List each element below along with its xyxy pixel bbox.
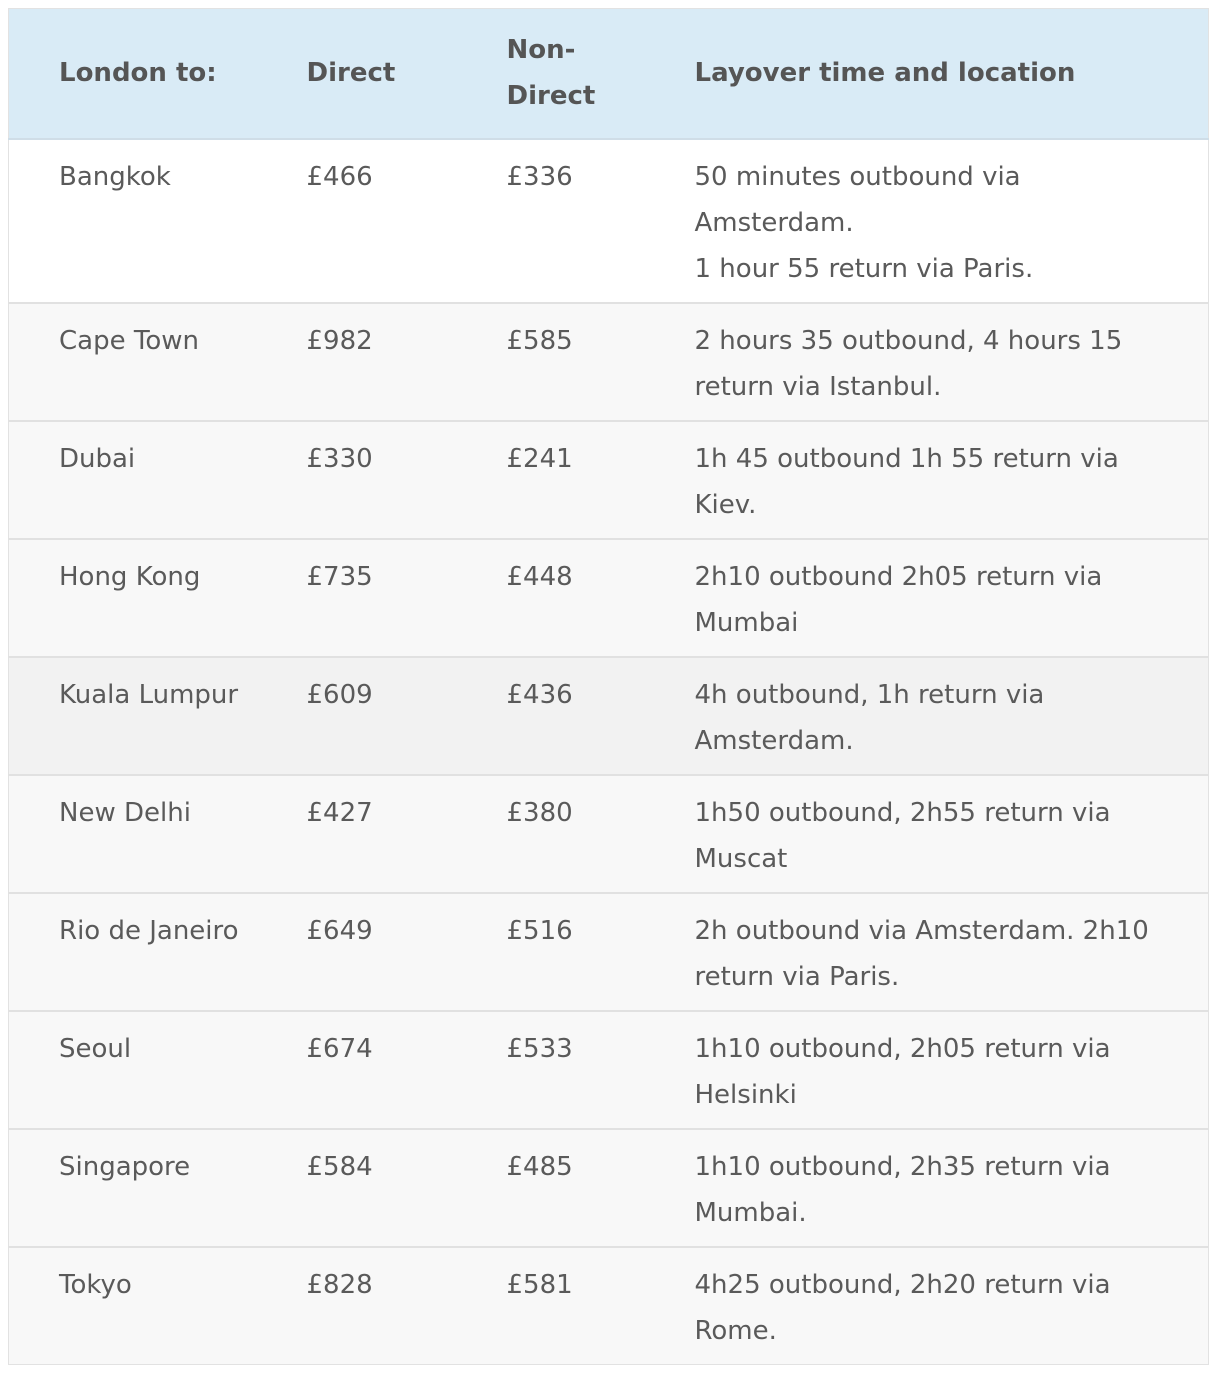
cell-non-direct-price: £336 [451,139,645,303]
cell-non-direct-price: £380 [451,775,645,893]
table-row [9,539,1209,657]
header-destination: London to: [9,9,257,139]
cell-city: Bangkok [9,139,257,303]
cell-non-direct-price: £581 [451,1247,645,1365]
cell-city: Kuala Lumpur [9,657,257,775]
layover-line: 1h 45 outbound 1h 55 return via Kiev. [694,443,1119,520]
layover-line: 1h50 outbound, 2h55 return via Muscat [694,797,1111,874]
table-row [9,1011,1209,1129]
cell-direct-price: £649 [257,893,451,1011]
layover-line: 2h10 outbound 2h05 return via Mumbai [694,561,1103,638]
header-direct: Direct [257,9,451,139]
cell-direct-price: £828 [257,1247,451,1365]
header-layover: Layover time and location [645,9,1209,139]
cell-non-direct-price: £485 [451,1129,645,1247]
table-header [9,9,1209,139]
cell-direct-price: £427 [257,775,451,893]
cell-direct-price: £735 [257,539,451,657]
cell-layover [645,893,1209,1011]
layover-line: 2 hours 35 outbound, 4 hours 15 return via Istanbul. [694,325,1123,402]
flight-price-table-container [8,8,1208,1365]
cell-non-direct-price: £241 [451,421,645,539]
cell-city: Rio de Janeiro [9,893,257,1011]
cell-layover [645,657,1209,775]
cell-city: Hong Kong [9,539,257,657]
table-row [9,657,1209,775]
cell-city: New Delhi [9,775,257,893]
table-row [9,421,1209,539]
header-non-direct: Non-Direct [451,9,645,139]
cell-city: Seoul [9,1011,257,1129]
cell-layover [645,539,1209,657]
table-row [9,1247,1209,1365]
cell-direct-price: £466 [257,139,451,303]
flight-price-table [8,8,1209,1365]
cell-non-direct-price: £516 [451,893,645,1011]
layover-line: 1 hour 55 return via Paris. [694,253,1034,284]
layover-line: 4h outbound, 1h return via Amsterdam. [694,679,1045,756]
layover-line: 1h10 outbound, 2h05 return via Helsinki [694,1033,1111,1110]
layover-line: 4h25 outbound, 2h20 return via Rome. [694,1269,1111,1346]
cell-layover [645,1247,1209,1365]
cell-city: Cape Town [9,303,257,421]
layover-line: 50 minutes outbound via Amsterdam. [694,161,1021,238]
table-row [9,893,1209,1011]
cell-layover [645,775,1209,893]
cell-layover [645,421,1209,539]
layover-line: 2h outbound via Amsterdam. 2h10 return via Paris. [694,915,1149,992]
cell-city: Singapore [9,1129,257,1247]
cell-direct-price: £674 [257,1011,451,1129]
cell-direct-price: £609 [257,657,451,775]
table-row [9,303,1209,421]
cell-non-direct-price: £533 [451,1011,645,1129]
cell-city: Tokyo [9,1247,257,1365]
cell-layover [645,139,1209,303]
cell-non-direct-price: £448 [451,539,645,657]
cell-direct-price: £584 [257,1129,451,1247]
cell-direct-price: £330 [257,421,451,539]
cell-layover [645,1011,1209,1129]
table-body [9,139,1209,1365]
cell-city: Dubai [9,421,257,539]
cell-layover [645,303,1209,421]
cell-direct-price: £982 [257,303,451,421]
cell-layover [645,1129,1209,1247]
layover-line: 1h10 outbound, 2h35 return via Mumbai. [694,1151,1111,1228]
table-row [9,775,1209,893]
table-row [9,139,1209,303]
cell-non-direct-price: £585 [451,303,645,421]
table-row [9,1129,1209,1247]
cell-non-direct-price: £436 [451,657,645,775]
header-row [9,9,1209,139]
